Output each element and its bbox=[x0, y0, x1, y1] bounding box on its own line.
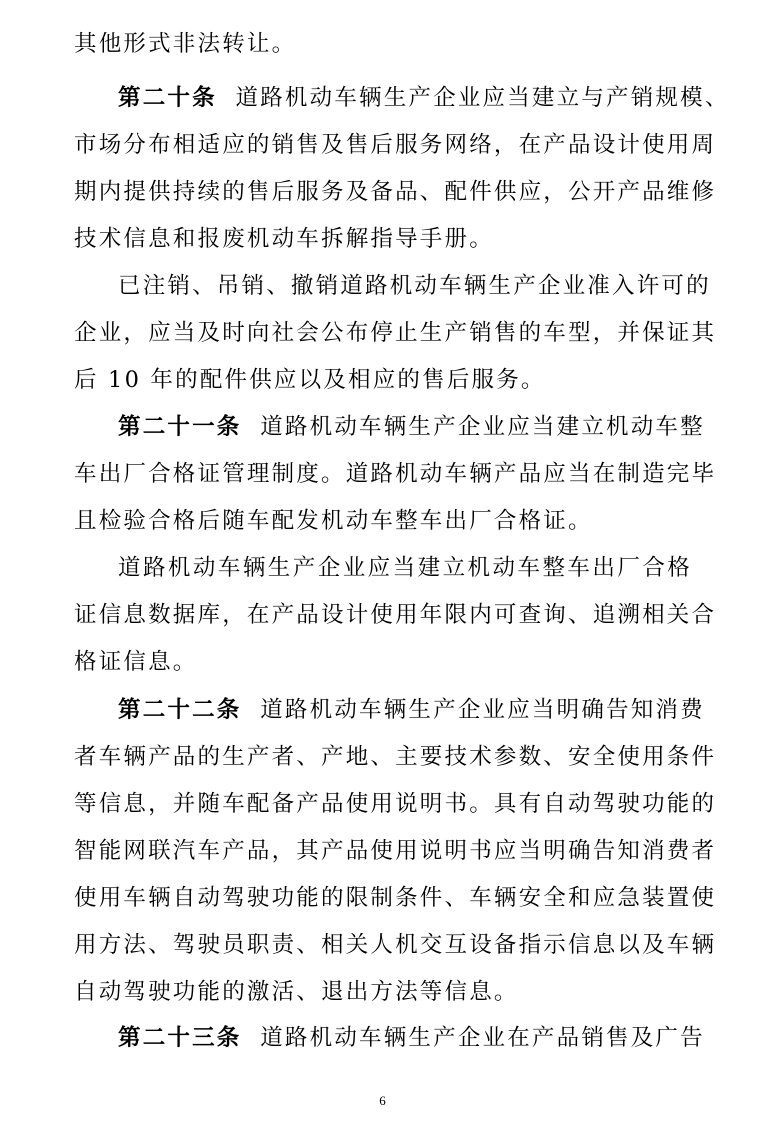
page-number: 6 bbox=[379, 1093, 386, 1108]
text-line: 其他形式非法转让。 bbox=[74, 31, 297, 57]
text-line: 使用车辆自动驾驶功能的限制条件、车辆安全和应急装置使 bbox=[74, 885, 717, 911]
text-line: 期内提供持续的售后服务及备品、配件供应，公开产品维修 bbox=[74, 179, 717, 205]
article-first-line: 第二十条 道路机动车辆生产企业应当建立与产销规模、 bbox=[118, 85, 730, 111]
article-first-line: 第二十一条 道路机动车辆生产企业应当建立机动车整 bbox=[118, 414, 705, 440]
text-line: 等信息，并随车配备产品使用说明书。具有自动驾驶功能的 bbox=[74, 791, 717, 817]
text-line: 智能网联汽车产品，其产品使用说明书应当明确告知消费者 bbox=[74, 838, 717, 864]
text-line: 已注销、吊销、撤销道路机动车辆生产企业准入许可的 bbox=[118, 273, 711, 299]
text-line: 技术信息和报废机动车拆解指导手册。 bbox=[74, 226, 494, 252]
text-line: 用方法、驾驶员职责、相关人机交互设备指示信息以及车辆 bbox=[74, 932, 717, 958]
article-heading: 第二十二条 bbox=[118, 697, 242, 723]
text-line: 且检验合格后随车配发机动车整车出厂合格证。 bbox=[74, 508, 593, 534]
text-line: 格证信息。 bbox=[74, 649, 198, 675]
article-heading: 第二十一条 bbox=[118, 414, 242, 440]
text-line: 市场分布相适应的销售及售后服务网络，在产品设计使用周 bbox=[74, 132, 717, 158]
text-line: 证信息数据库，在产品设计使用年限内可查询、追溯相关合 bbox=[74, 602, 717, 628]
article-first-line: 第二十二条 道路机动车辆生产企业应当明确告知消费 bbox=[118, 697, 705, 723]
text-line: 者车辆产品的生产者、产地、主要技术参数、安全使用条件 bbox=[74, 744, 717, 770]
text-line: 企业，应当及时向社会公布停止生产销售的车型，并保证其 bbox=[74, 320, 717, 346]
text-line: 车出厂合格证管理制度。道路机动车辆产品应当在制造完毕 bbox=[74, 461, 717, 487]
text-line: 后 10 年的配件供应以及相应的售后服务。 bbox=[74, 367, 546, 393]
article-first-line: 第二十三条 道路机动车辆生产企业在产品销售及广告 bbox=[118, 1025, 705, 1051]
text-line: 自动驾驶功能的激活、退出方法等信息。 bbox=[74, 979, 519, 1005]
text-line: 道路机动车辆生产企业应当建立机动车整车出厂合格 bbox=[118, 555, 692, 581]
article-heading: 第二十条 bbox=[118, 85, 217, 111]
article-heading: 第二十三条 bbox=[118, 1025, 242, 1051]
